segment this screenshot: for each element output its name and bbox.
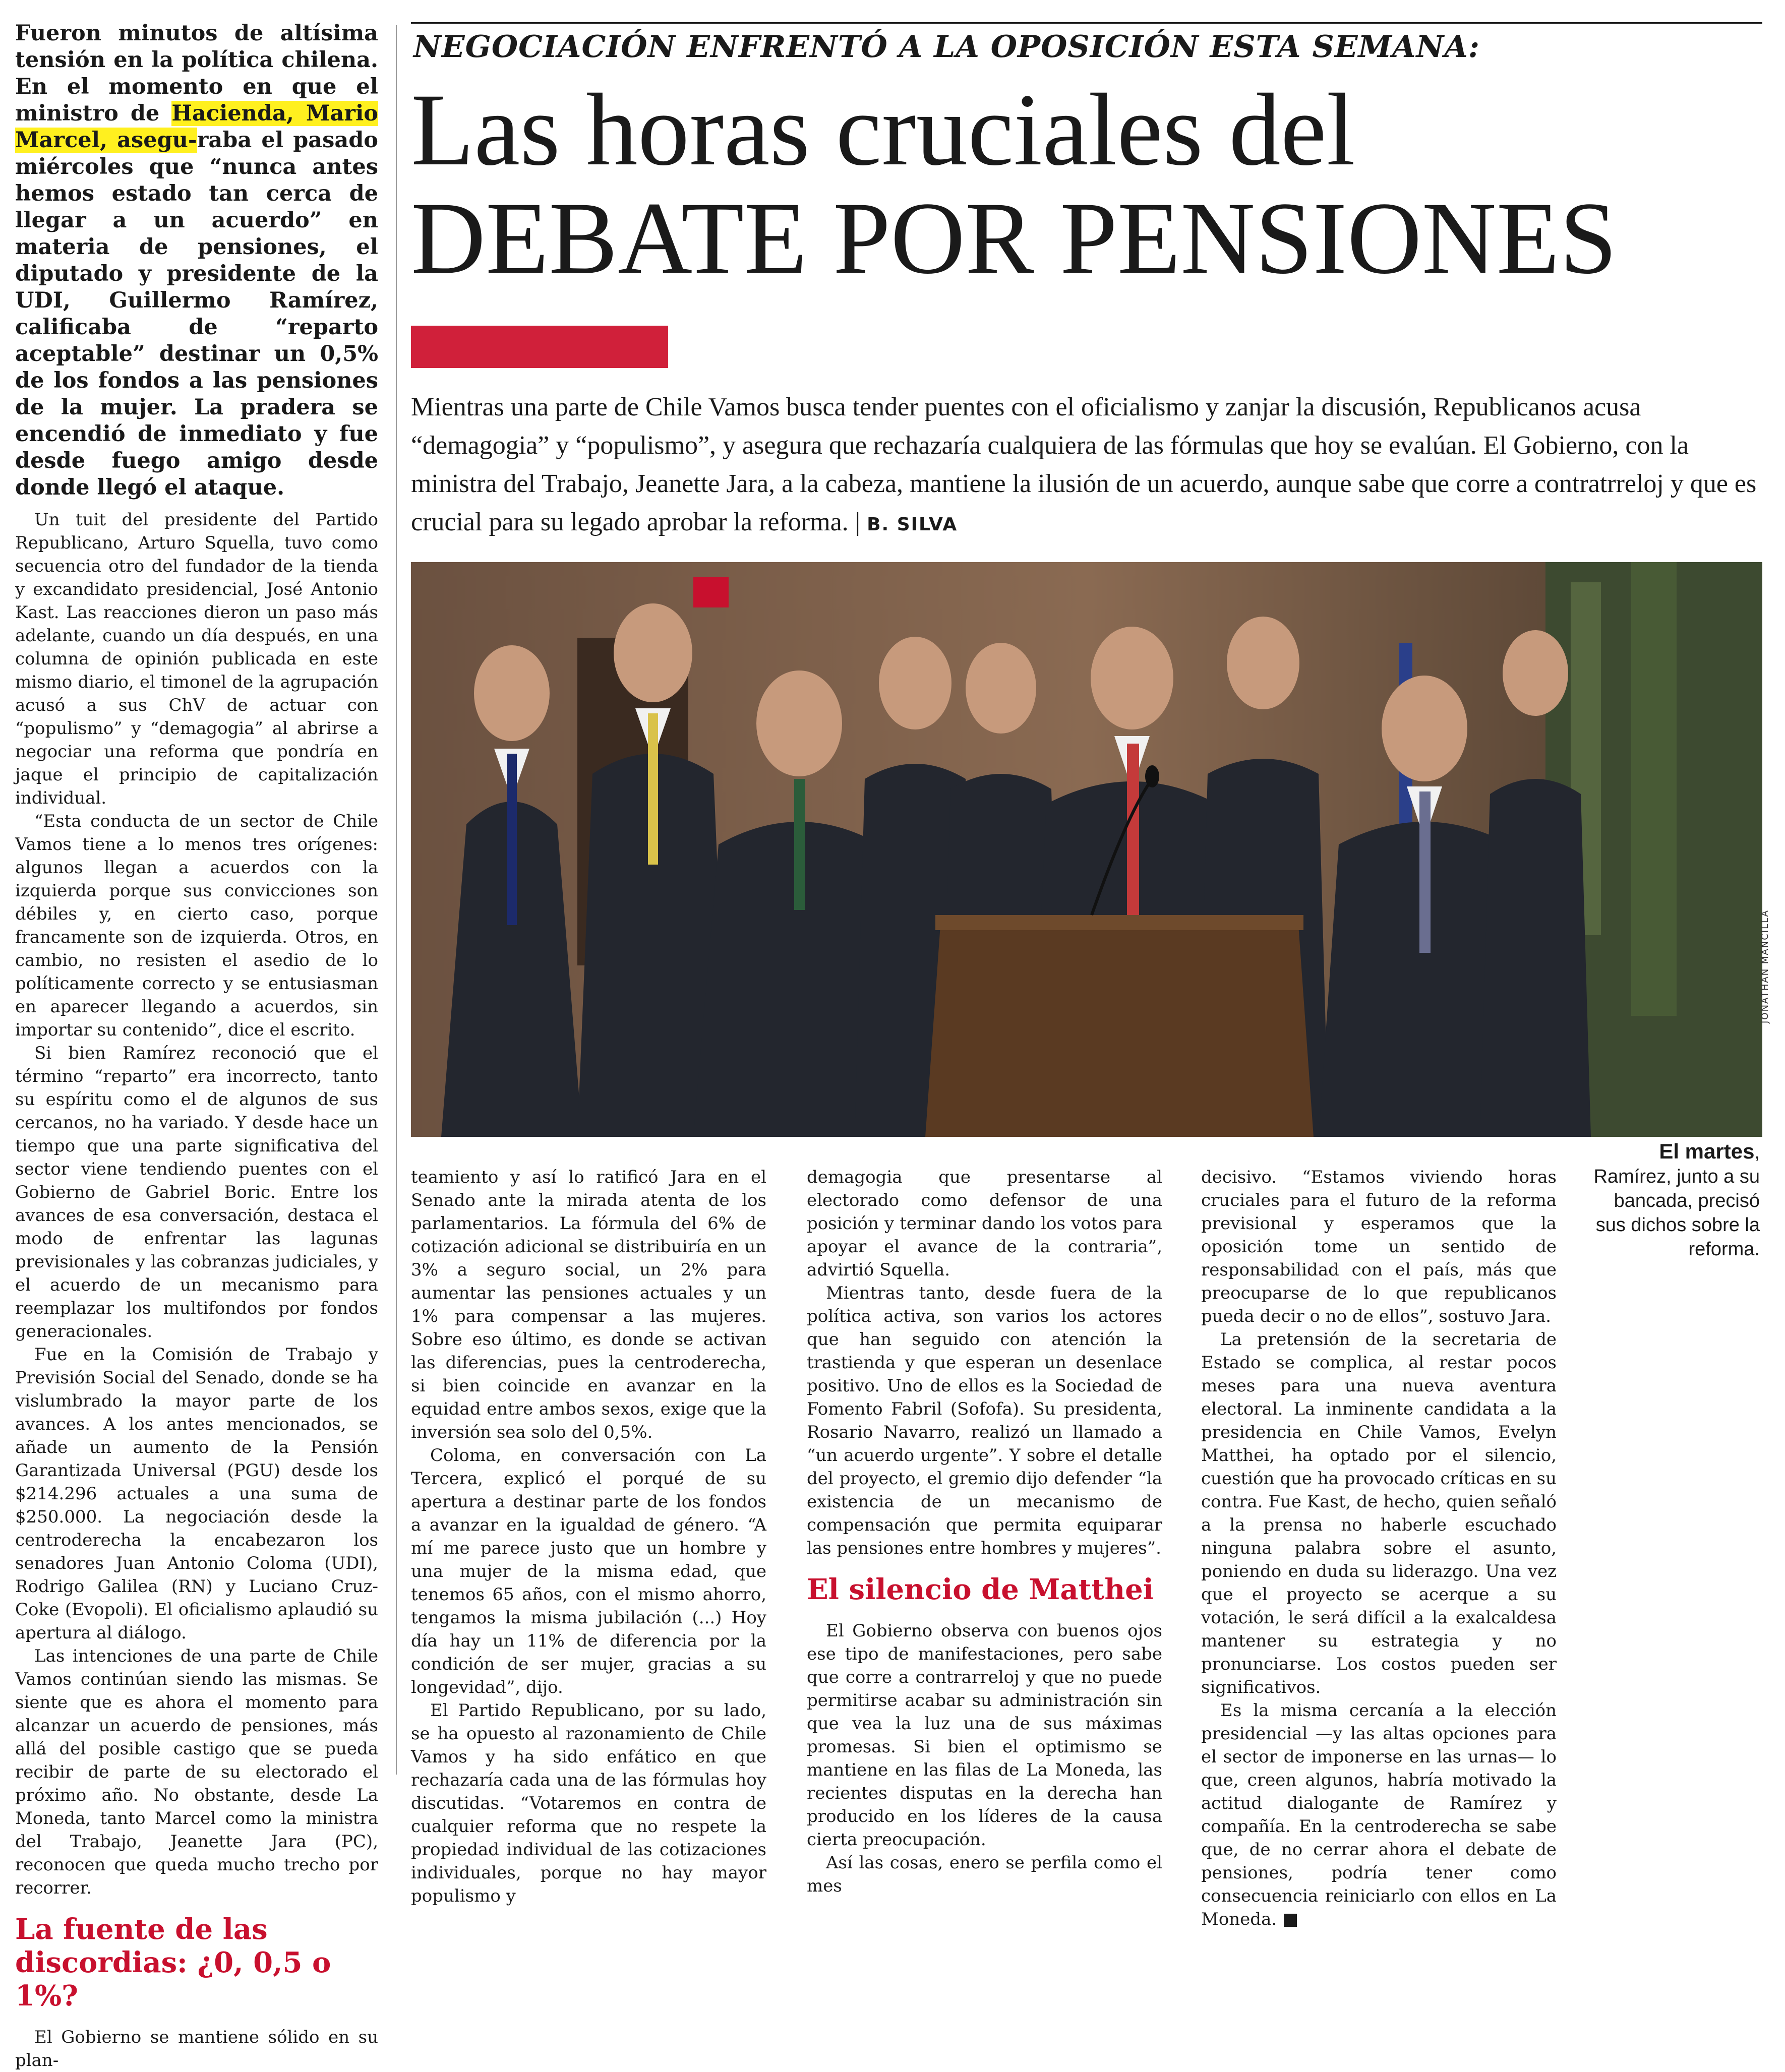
body-paragraph: teamiento y así lo ratificó Jara en el Senado ante la mirada atenta de los parlamentarios. La fórmula del 6% de cotización adicional se distribuiría en un 3% a seguro social, un 2% para aumentar las pensiones actuales y un 1% para compensar a las mujeres. Sobre eso último, es donde se activan las diferencias, pues la centroderecha, si bien coincide en avanzar en la equidad entre ambos sexos, exige que la inversión sea solo del 0,5%. (411, 1167, 766, 1442)
body-paragraph: Es la misma cercanía a la elección presidencial —y las altas opciones para el sector de imponerse en las urnas— lo que, creen algunos, habría motivado la actitud dialogante de Ramírez y compañía. En la centroderecha se sabe que, de no cerrar ahora el debate de pensiones, podría tener como consecuencia reiniciarlo con ellos en La Moneda. ■ (1201, 1700, 1557, 1929)
photo-credit: JONATHAN MANCILLA (1760, 909, 1770, 1023)
subhead-fuente: La fuente de las discordias: ¿0, 0,5 o 1%? (15, 1913, 331, 2013)
column-d-body (1201, 1166, 1557, 1931)
lede-paragraph: Fueron minutos de altísima tensión en la política chilena. En el momento en que el ministro de Hacienda, Mario Marcel, asegu-raba el pasado miércoles que “nunca antes hemos estado tan cerca de llegar a un acuerdo” en materia de pensiones, el diputado y presidente de la UDI, Guillermo Ramírez, calificaba de “reparto aceptable” destinar un 0,5% de los fondos a las pensiones de la mujer. La pradera se encendió de inmediato y fue desde fuego amigo desde donde llegó el ataque. (15, 21, 378, 500)
body-paragraph: Si bien Ramírez reconoció que el término “reparto” era incorrecto, tanto su espíritu como el de algunos de sus cercanos, no ha variado. Y desde hace un tiempo que una parte significativa del sector viene tendiendo puentes con el Gobierno de Gabriel Boric. Entre los avances de esa conversación, destaca el modo de enfrentar las lagunas previsionales y las cobranzas judiciales, y el acuerdo de un mecanismo para reemplazar los multifondos por fondos generacionales. (15, 1043, 378, 1342)
end-mark: ■ (1277, 1909, 1299, 1929)
body-paragraph: Coloma, en conversación con La Tercera, explicó el porqué de su apertura a destinar parte de los fondos a avanzar en la igualdad de género. “A mí me parece justo que un hombre y una mujer de la misma edad, que tenemos 65 años, con el mismo ahorro, tengamos la misma jubilación (...) Hoy día hay un 11% de diferencia por la condición de ser mujer, gracias a su longevidad”, dijo. (411, 1445, 766, 1697)
column-divider (396, 25, 397, 1775)
body-paragraph: Las intenciones de una parte de Chile Vamos continúan siendo las mismas. Se siente que es ahora el momento para alcanzar un acuerdo de pensiones, más allá del posible castigo que se pueda recibir de parte de su electorado el próximo año. No obstante, desde La Moneda, tanto Marcel como la ministra del Trabajo, Jeanette Jara (PC), reconocen que queda mucho trecho por recorrer. (15, 1646, 378, 1898)
column-a-body (15, 508, 378, 1900)
body-paragraph: Así las cosas, enero se perfila como el mes (807, 1853, 1162, 1896)
headline (411, 73, 1617, 295)
body-paragraph: Un tuit del presidente del Partido Republicano, Arturo Squella, tuvo como secuencia otro del fundador de la tienda y excandidato presidencial, José Antonio Kast. Las reacciones dieron un paso más adelante, cuando un día después, en una columna de opinión publicada en este mismo diario, el timonel de la agrupación acusó a sus ChV de actuar con “populismo” y “demagogia” al abrirse a negociar una reforma que pondría en jaque el principio de capitalización individual. (15, 510, 378, 808)
photo-caption: El martes, Ramírez, junto a su bancada, precisó sus dichos sobre la reforma. (1593, 1139, 1760, 1260)
byline: B. SILVA (867, 514, 958, 535)
column-b-body (411, 1166, 766, 1908)
news-photo (411, 562, 1762, 1137)
top-rule (411, 22, 1762, 24)
highlighted-text: Hacienda, Mario Marcel, asegu- (15, 101, 378, 153)
kicker: NEGOCIACIÓN ENFRENTÓ A LA OPOSICIÓN ESTA SEMANA: (413, 29, 1480, 65)
bajada: Mientras una parte de Chile Vamos busca tender puentes con el oficialismo y zanjar la discusión, Republicanos acusa “demagogia” y “populismo”, y asegura que rechazaría cualquiera de las fórmulas que hoy se evalúan. El Gobierno, con la ministra del Trabajo, Jeanette Jara, a la cabeza, mantiene la ilusión de un acuerdo, aunque sabe que corre a contratrreloj y que es crucial para su legado aprobar la reforma. | B. SILVA (411, 393, 1757, 536)
body-paragraph: El Gobierno observa con buenos ojos ese tipo de manifestaciones, pero sabe que corre a contrarreloj y que no puede permitirse acabar su administración sin que vea la luz una de sus máximas promesas. Si bien el optimismo se mantiene en las filas de La Moneda, las recientes disputas en la derecha han producido en los líderes de la causa cierta preocupación. (807, 1621, 1162, 1850)
body-paragraph: Fue en la Comisión de Trabajo y Previsión Social del Senado, donde se ha vislumbrado la mayor parte de los avances. A los antes mencionados, se añade un aumento de la Pensión Garantizada Universal (PGU) desde los $214.296 actuales a una suma de $250.000. La negociación desde la centroderecha la encabezaron los senadores Juan Antonio Coloma (UDI), Rodrigo Galilea (RN) y Luciano Cruz-Coke (Evopoli). El oficialismo aplaudió su apertura al diálogo. (15, 1345, 378, 1643)
left-column (15, 20, 378, 2072)
subhead-matthei: El silencio de Matthei (807, 1573, 1154, 1606)
caption-lead: El martes (1659, 1139, 1755, 1163)
body-paragraph: La pretensión de la secretaria de Estado se complica, al restar pocos meses para una nueva aventura electoral. La inminente candidata a la presidencia en Chile Vamos, Evelyn Matthei, ha optado por el silencio, cuestión que ha provocado críticas en su contra. Fue Kast, de hecho, quien señaló a la prensa no haberle escuchado ninguna palabra sobre el asunto, poniendo en duda su liderazgo. Una vez que el proyecto se acerque a su votación, le será difícil a la exalcaldesa mantener su estrategia y no pronunciarse. Los costos pueden ser significativos. (1201, 1329, 1557, 1697)
accent-bar (411, 326, 668, 368)
headline-line-2: DEBATE POR PENSIONES (411, 181, 1617, 295)
body-paragraph: demagogia que presentarse al electorado como defensor de una posición y terminar dando los votos para apoyar el avance de la contraria”, advirtió Squella. (807, 1167, 1162, 1280)
body-paragraph: “Esta conducta de un sector de Chile Vamos tiene a lo menos tres orígenes: algunos llegan a acuerdos con la izquierda porque sus convicciones son débiles y, en cierto caso, porque francamente son de izquierda. Otros, en cambio, no resisten el asedio de lo políticamente correcto y se entusiasman en aparecer llegando a acuerdos, sin importar su contenido”, dice el escrito. (15, 811, 378, 1040)
body-paragraph: Mientras tanto, desde fuera de la política activa, son varios los actores que han seguido con atención la trastienda y que esperan un desenlace positivo. Uno de ellos es la Sociedad de Fomento Fabril (Sofofa). Su presidenta, Rosario Navarro, realizó un llamado a “un acuerdo urgente”. Y sobre el detalle del proyecto, el gremio dijo defender “la existencia de un mecanismo de compensación que permita equiparar las pensiones entre hombres y mujeres”. (807, 1283, 1162, 1558)
column-a-tail: El Gobierno se mantiene sólido en su plan- (15, 2027, 378, 2070)
headline-line-1: Las horas cruciales del (411, 73, 1355, 187)
body-paragraph: El Partido Republicano, por su lado, se ha opuesto al razonamiento de Chile Vamos y ha sido enfático en que rechazaría cada una de las fórmulas hoy discutidas. “Votaremos en contra de cualquier reforma que no respete la propiedad individual de las cotizaciones individuales, porque no hay mayor populismo y (411, 1700, 766, 1906)
body-paragraph: decisivo. “Estamos viviendo horas cruciales para el futuro de la reforma previsional y esperamos que la oposición tome un sentido de responsabilidad con el país, más que preocuparse de lo que republicanos pueda decir o no de ellos”, sostuvo Jara. (1201, 1167, 1557, 1326)
photo-illustration (411, 562, 1762, 1137)
column-c-body (807, 1166, 1162, 1898)
